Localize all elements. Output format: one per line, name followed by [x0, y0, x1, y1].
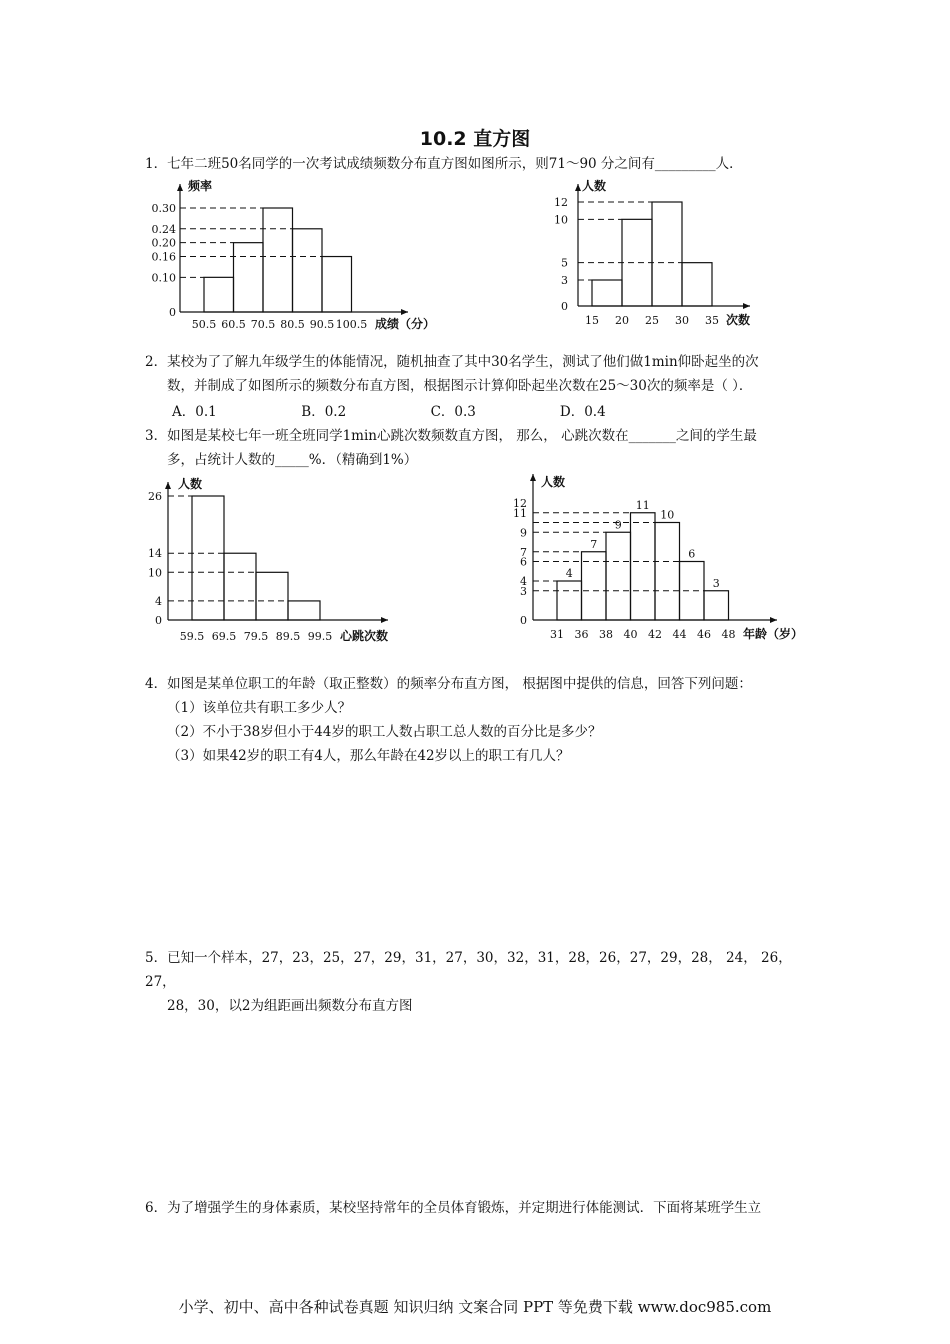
x-tick-label: 38 — [599, 628, 613, 641]
y-tick-label: 12 — [513, 497, 527, 510]
question-6-line-1: 6．为了增强学生的身体素质，某校坚持常年的全员体育锻炼，并定期进行体能测试．下面将某班学生立 — [145, 1200, 762, 1216]
x-tick-label: 20 — [615, 314, 629, 327]
x-axis-arrow — [401, 309, 408, 315]
chart-situp-counts — [530, 178, 780, 333]
x-axis-label: 心跳次数 — [340, 629, 389, 643]
question-4-sub-1: （1）该单位共有职工多少人？ — [167, 700, 352, 716]
question-2-line-1: 2．某校为了了解九年级学生的体能情况，随机抽查了其中30名学生，测试了他们做1min仰卧起坐的次 — [145, 354, 759, 370]
question-5-line-1: 5．已知一个样本，27，23，25，27，29，31，27，30，32，31，28，26，27，29，28， 24， 26，27， — [145, 950, 792, 990]
question-1 — [145, 152, 810, 176]
question-3 — [145, 424, 810, 472]
question-2-line-2: 数，并制成了如图所示的频数分布直方图，根据图示计算仰卧起坐次数在25～30次的频率是（ ）． — [167, 378, 753, 394]
chart-frequency-scores — [130, 178, 436, 333]
y-tick-label: 0 — [561, 300, 568, 313]
x-tick-label: 89.5 — [275, 630, 301, 643]
histogram-bar — [655, 523, 680, 621]
y-tick-label: 12 — [554, 196, 568, 209]
bar-label: 11 — [635, 498, 650, 512]
y-tick-label: 0 — [520, 614, 527, 627]
y-tick-label: 9 — [520, 526, 527, 540]
y-axis-arrow — [165, 482, 171, 489]
question-4-sub-3: （3）如果42岁的职工有4人，那么年龄在42岁以上的职工有几人？ — [167, 748, 570, 764]
x-tick-label: 44 — [672, 628, 687, 641]
y-tick-label: 26 — [148, 490, 162, 503]
histogram-bar — [288, 601, 320, 620]
x-tick-label: 60.5 — [221, 318, 246, 331]
histogram-bar — [234, 243, 264, 312]
histogram-bar — [606, 532, 631, 620]
question-1-text: 1．七年二班50名同学的一次考试成绩频数分布直方图如图所示，则71～90 分之间有_________人． — [145, 156, 743, 172]
histogram-bar — [557, 581, 582, 620]
question-4 — [145, 672, 810, 768]
question-5-line-2: 28，30，以2为组距画出频数分布直方图 — [167, 998, 413, 1014]
histogram-bar — [682, 263, 712, 306]
question-6 — [145, 1196, 810, 1220]
x-tick-label: 31 — [550, 628, 564, 641]
x-tick-label: 42 — [648, 628, 662, 641]
y-tick-label: 0.24 — [151, 222, 176, 236]
x-tick-label: 40 — [623, 628, 638, 641]
x-tick-label: 36 — [574, 628, 589, 641]
option-b[interactable]: B．0.2 — [301, 404, 347, 420]
x-tick-label: 99.5 — [307, 630, 333, 643]
y-axis-label: 人数 — [582, 179, 607, 193]
y-tick-label: 6 — [520, 555, 527, 569]
y-tick-label: 0.10 — [151, 271, 176, 285]
question-3-line-2: 多，占统计人数的_____%．（精确到1%） — [167, 452, 418, 468]
page-footer: 小学、初中、高中各种试卷真题 知识归纳 文案合同 PPT 等免费下载 www.doc985.com — [178, 1298, 772, 1316]
option-c[interactable]: C．0.3 — [430, 404, 476, 420]
y-tick-label: 7 — [520, 545, 527, 559]
page-title: 10.2 直方图 — [419, 128, 531, 150]
histogram-bar — [224, 553, 256, 620]
question-3-line-1: 3．如图是某校七年一班全班同学1min心跳次数频数直方图， 那么， 心跳次数在_______之间的学生最 — [145, 428, 757, 444]
y-tick-label: 3 — [561, 274, 568, 287]
histogram-bar — [293, 229, 323, 312]
option-a[interactable]: A．0.1 — [172, 404, 217, 420]
y-axis-label: 人数 — [541, 475, 566, 489]
y-tick-label: 5 — [561, 256, 568, 270]
histogram-bar — [652, 202, 682, 306]
question-2 — [145, 350, 810, 398]
x-tick-label: 30 — [675, 314, 689, 327]
histogram-bar — [631, 513, 656, 620]
x-axis-arrow — [770, 617, 777, 623]
question-5 — [145, 946, 810, 1018]
x-axis-arrow — [743, 303, 750, 309]
y-tick-label: 0.30 — [151, 202, 176, 215]
y-tick-label: 10 — [554, 213, 568, 227]
option-d[interactable]: D．0.4 — [559, 404, 606, 420]
bar-label: 6 — [688, 547, 696, 561]
x-tick-label: 90.5 — [309, 318, 335, 331]
bar-label: 10 — [660, 508, 675, 522]
x-tick-label: 35 — [705, 314, 719, 327]
histogram-bar — [322, 257, 352, 312]
chart-heartbeat-counts — [140, 476, 430, 646]
y-tick-label: 0 — [155, 614, 162, 627]
histogram-bar — [704, 591, 729, 620]
x-tick-label: 79.5 — [243, 630, 269, 643]
x-tick-label: 46 — [697, 628, 711, 641]
histogram-bar — [622, 219, 652, 306]
y-axis-arrow — [530, 474, 536, 481]
histogram-bar — [256, 572, 288, 620]
x-axis-label: 成绩（分） — [375, 317, 436, 331]
y-tick-label: 0.20 — [151, 236, 176, 250]
histogram-bar — [592, 280, 622, 306]
y-axis-arrow — [575, 184, 581, 191]
y-axis-arrow — [177, 184, 183, 191]
question-2-options — [172, 400, 685, 420]
x-axis-arrow — [381, 617, 388, 623]
y-tick-label: 14 — [148, 547, 162, 561]
histogram-bar — [263, 208, 293, 312]
y-axis-label: 人数 — [178, 477, 203, 491]
x-tick-label: 59.5 — [179, 630, 205, 643]
x-tick-label: 25 — [645, 314, 659, 327]
x-tick-label: 70.5 — [250, 318, 276, 331]
bar-label: 4 — [565, 567, 573, 580]
y-tick-label: 4 — [520, 575, 527, 588]
x-tick-label: 50.5 — [191, 318, 217, 331]
bar-label: 7 — [590, 537, 598, 551]
y-axis-label: 频率 — [188, 179, 213, 193]
question-4-sub-2: （2）不小于38岁但小于44岁的职工人数占职工总人数的百分比是多少？ — [167, 724, 602, 740]
y-tick-label: 3 — [520, 584, 527, 598]
x-axis-label: 次数 — [726, 313, 751, 327]
x-tick-label: 15 — [585, 314, 599, 327]
x-axis-label: 年龄（岁） — [743, 627, 804, 641]
bar-label: 9 — [614, 518, 622, 532]
y-tick-label: 0.16 — [151, 250, 176, 264]
chart-employee-ages — [505, 470, 815, 650]
y-tick-label: 0 — [169, 306, 176, 319]
y-tick-label: 10 — [148, 566, 162, 580]
x-tick-label: 80.5 — [280, 318, 305, 331]
histogram-bar — [204, 277, 234, 312]
bar-label: 3 — [712, 576, 720, 590]
y-tick-label: 4 — [155, 594, 162, 608]
y-tick-label: 11 — [513, 506, 527, 520]
question-4-line-1: 4．如图是某单位职工的年龄（取正整数）的频率分布直方图， 根据图中提供的信息，回答下列问题： — [145, 676, 752, 692]
x-tick-label: 69.5 — [211, 630, 237, 643]
x-tick-label: 48 — [721, 628, 736, 641]
x-tick-label: 100.5 — [335, 318, 368, 331]
